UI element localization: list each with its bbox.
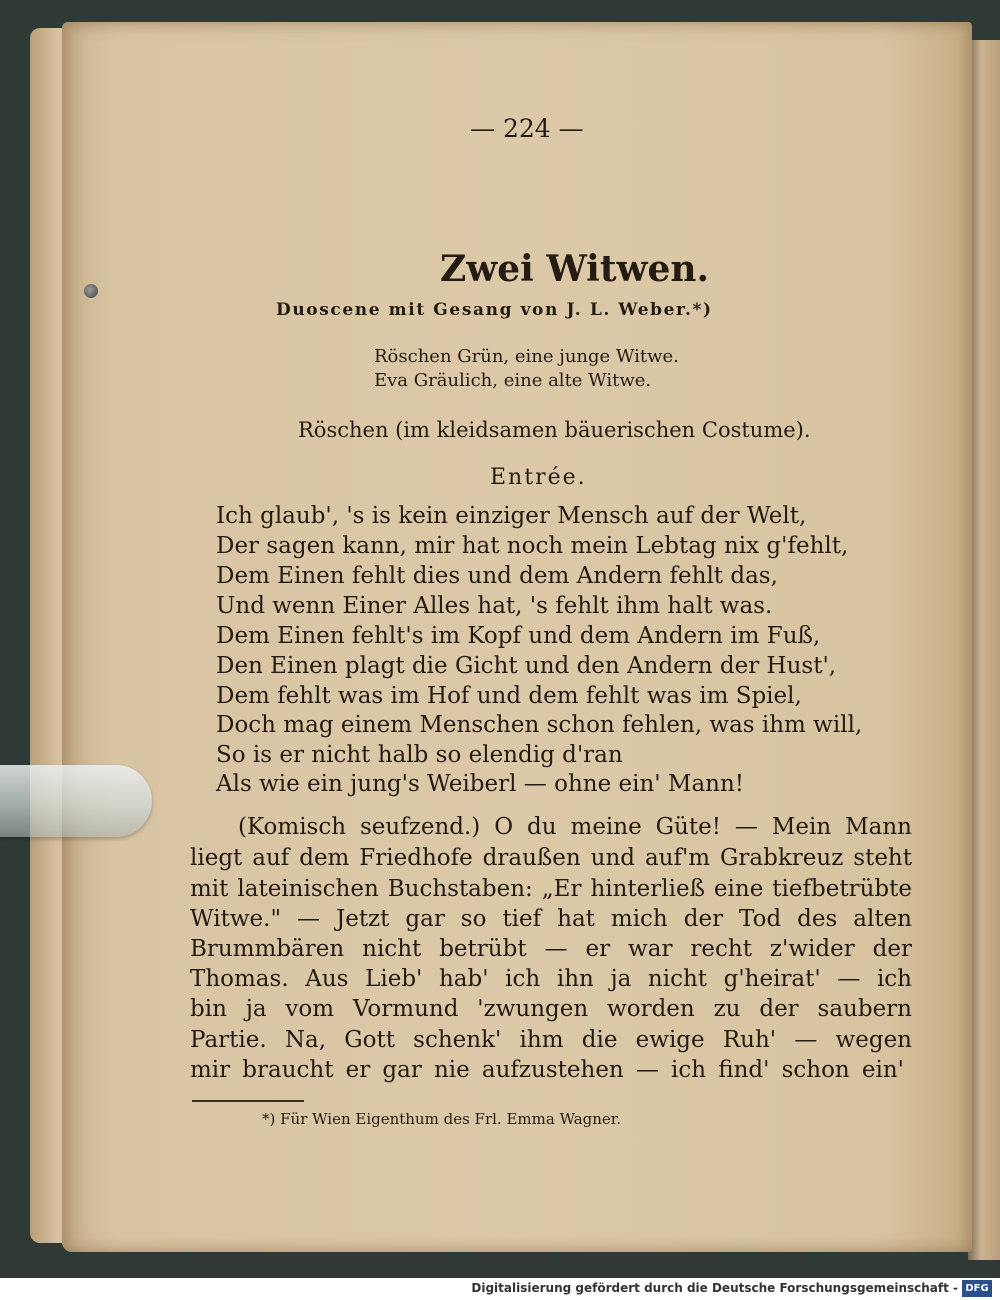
prose-line: liegt auf dem Friedhofe draußen und auf'm Grabkreuz steht	[190, 845, 912, 871]
verse-line: So is er nicht halb so elendig d'ran	[216, 742, 623, 768]
verse-line: Als wie ein jung's Weiberl — ohne ein' Mann!	[216, 771, 745, 797]
play-title: Zwei Witwen.	[440, 248, 710, 290]
play-subtitle: Duoscene mit Gesang von J. L. Weber.*)	[276, 300, 713, 320]
verse-line: Und wenn Einer Alles hat, 's fehlt ihm halt was.	[216, 593, 773, 619]
footnote-rule	[192, 1100, 304, 1102]
prose-line: mir braucht er gar nie aufzustehen — ich find' schon ein'	[190, 1057, 904, 1083]
page-clip	[0, 765, 152, 837]
prose-line: (Komisch seufzend.) O du meine Güte! — Mein Mann	[238, 814, 912, 840]
verse-line: Dem Einen fehlt's im Kopf und dem Andern im Fuß,	[216, 623, 821, 649]
facing-page-edge	[968, 40, 1000, 1260]
verse-line: Doch mag einem Menschen schon fehlen, was ihm will,	[216, 712, 863, 738]
stage-direction: Röschen (im kleidsamen bäuerischen Costume).	[298, 418, 811, 442]
footnote: *) Für Wien Eigenthum des Frl. Emma Wagner.	[262, 1110, 622, 1128]
prose-line: Witwe." — Jetzt gar so tief hat mich der Tod des alten	[190, 906, 912, 932]
funding-banner	[0, 1278, 1000, 1300]
prose-line: bin ja vom Vormund 'zwungen worden zu der saubern	[190, 996, 912, 1022]
character-line: Eva Gräulich, eine alte Witwe.	[374, 370, 652, 391]
verse-line: Dem Einen fehlt dies und dem Andern fehlt das,	[216, 563, 778, 589]
banner-text: Digitalisierung gefördert durch die Deutsche Forschungsgemeinschaft -	[471, 1281, 958, 1295]
prose-line: Brummbären nicht betrübt — er war recht z'wider der	[190, 936, 912, 962]
verse-line: Ich glaub', 's is kein einziger Mensch auf der Welt,	[216, 503, 807, 529]
prose-line: Thomas. Aus Lieb' hab' ich ihn ja nicht g'heirat' — ich	[190, 966, 912, 992]
dfg-logo: DFG	[962, 1280, 992, 1297]
prose-line: Partie. Na, Gott schenk' ihm die ewige Ruh' — wegen	[190, 1027, 912, 1053]
pin-mark	[84, 284, 98, 298]
prose-line: mit lateinischen Buchstaben: „Er hinterließ eine tiefbetrübte	[190, 876, 912, 902]
verse-line: Dem fehlt was im Hof und dem fehlt was im Spiel,	[216, 683, 802, 709]
page-number: — 224 —	[470, 114, 584, 143]
character-line: Röschen Grün, eine junge Witwe.	[374, 346, 679, 367]
verse-line: Den Einen plagt die Gicht und den Andern der Hust',	[216, 653, 837, 679]
section-heading: Entrée.	[490, 465, 587, 490]
verse-line: Der sagen kann, mir hat noch mein Lebtag nix g'fehlt,	[216, 533, 849, 559]
